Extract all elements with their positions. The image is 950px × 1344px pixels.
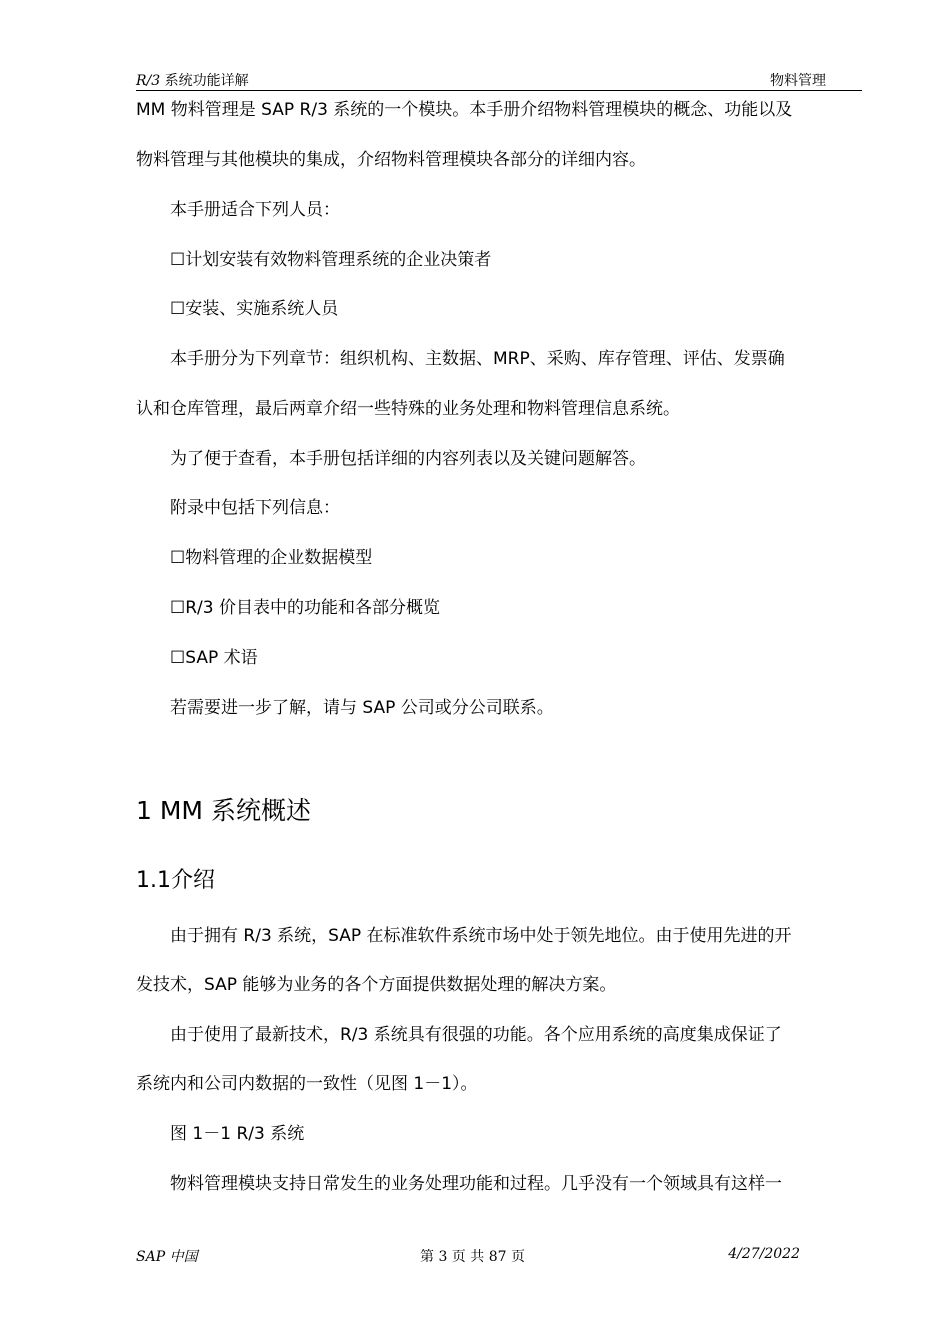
lookup-paragraph: 为了便于查看，本手册包括详细的内容列表以及关键问题解答。 bbox=[170, 449, 646, 469]
audience-item: ☐计划安装有效物料管理系统的企业决策者 bbox=[170, 250, 492, 270]
module-paragraph-line1: 物料管理模块支持日常发生的业务处理功能和过程。几乎没有一个领域具有这样一 bbox=[170, 1174, 782, 1194]
appendix-item: ☐R/3 价目表中的功能和各部分概览 bbox=[170, 598, 440, 618]
paragraph-intro-line2: 物料管理与其他模块的集成，介绍物料管理模块各部分的详细内容。 bbox=[136, 150, 646, 170]
intro-paragraph-line1: 由于拥有 R/3 系统，SAP 在标准软件系统市场中处于领先地位。由于使用先进的开 bbox=[170, 926, 792, 946]
header-title bbox=[136, 70, 249, 90]
tech-paragraph-line1: 由于使用了最新技术，R/3 系统具有很强的功能。各个应用系统的高度集成保证了 bbox=[170, 1025, 782, 1045]
intro-paragraph-line2: 发技术，SAP 能够为业务的各个方面提供数据处理的解决方案。 bbox=[136, 975, 617, 995]
chapters-line1: 本手册分为下列章节：组织机构、主数据、MRP、采购、库存管理、评估、发票确 bbox=[170, 349, 785, 369]
appendix-item: ☐物料管理的企业数据模型 bbox=[170, 548, 373, 568]
page-footer bbox=[136, 1246, 862, 1266]
chapter-heading: 1 MM 系统概述 bbox=[136, 796, 311, 825]
header-title-text: 系统功能详解 bbox=[160, 73, 249, 89]
appendix-intro: 附录中包括下列信息： bbox=[170, 498, 340, 518]
footer-company: SAP 中国 bbox=[136, 1249, 198, 1265]
paragraph-intro-line1: MM 物料管理是 SAP R/3 系统的一个模块。本手册介绍物料管理模块的概念、功能以及 bbox=[136, 100, 793, 120]
contact-paragraph: 若需要进一步了解，请与 SAP 公司或分公司联系。 bbox=[170, 698, 554, 718]
footer-page-number: 第 3 页 共 87 页 bbox=[420, 1249, 525, 1265]
audience-intro: 本手册适合下列人员： bbox=[170, 200, 340, 220]
tech-paragraph-line2: 系统内和公司内数据的一致性（见图 1－1）。 bbox=[136, 1074, 478, 1094]
header-title-prefix: R/3 bbox=[136, 73, 161, 89]
section-heading: 1.1介绍 bbox=[136, 868, 215, 893]
audience-item: ☐安装、实施系统人员 bbox=[170, 299, 339, 319]
footer-date: 4/27/2022 bbox=[728, 1246, 800, 1262]
page-header bbox=[136, 68, 862, 91]
figure-caption: 图 1－1 R/3 系统 bbox=[170, 1124, 305, 1144]
header-section: 物料管理 bbox=[770, 73, 826, 89]
chapters-line2: 认和仓库管理，最后两章介绍一些特殊的业务处理和物料管理信息系统。 bbox=[136, 399, 680, 419]
appendix-item: ☐SAP 术语 bbox=[170, 648, 258, 668]
